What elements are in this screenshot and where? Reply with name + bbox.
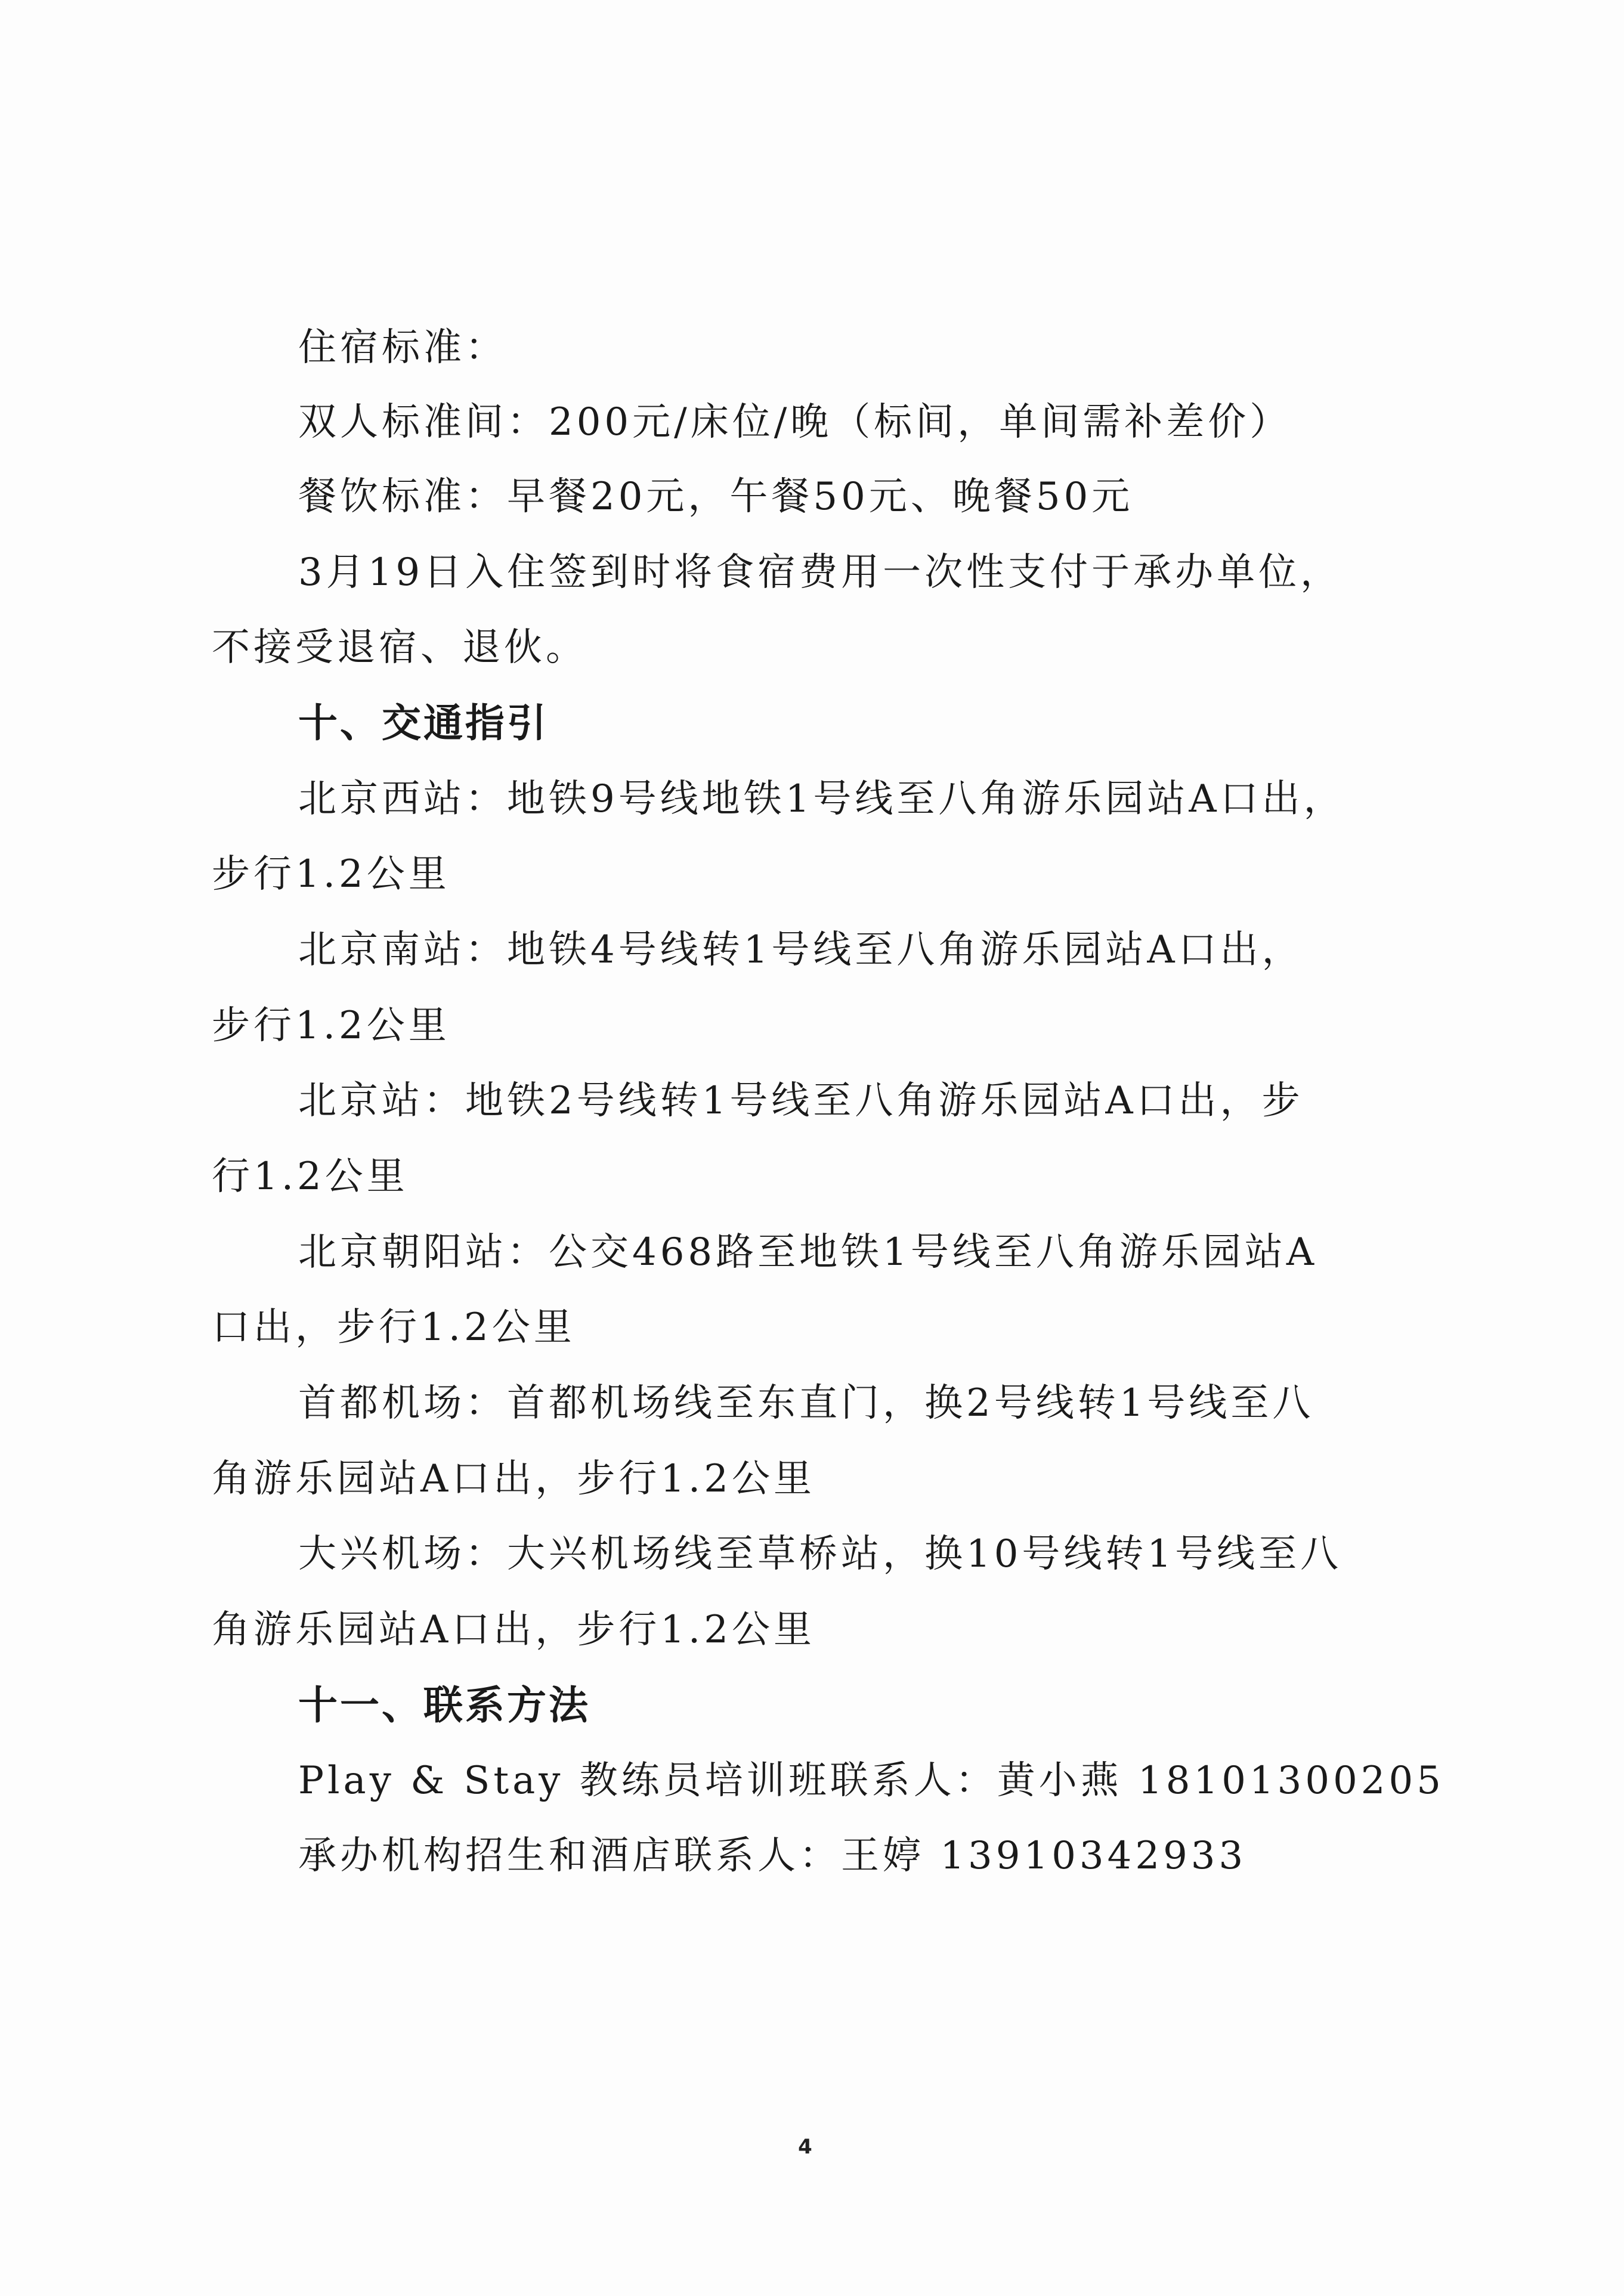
accommodation-payment-line2: 不接受退宿、退伙。 bbox=[212, 626, 587, 670]
transport-item-line1: 北京站：地铁2号线转1号线至八角游乐园站A口出，步 bbox=[298, 1079, 1304, 1123]
transport-item-line2: 步行1.2公里 bbox=[212, 1004, 450, 1048]
transport-item-line1: 首都机场：首都机场线至东直门，换2号线转1号线至八 bbox=[298, 1381, 1314, 1425]
transport-item-line2: 角游乐园站A口出，步行1.2公里 bbox=[212, 1608, 815, 1652]
contact-line2: 承办机构招生和酒店联系人：王婷 13910342933 bbox=[298, 1834, 1247, 1878]
accommodation-meals: 餐饮标准：早餐20元，午餐50元、晚餐50元 bbox=[298, 475, 1134, 519]
transport-item-line2: 口出，步行1.2公里 bbox=[212, 1305, 576, 1350]
accommodation-payment-line1: 3月19日入住签到时将食宿费用一次性支付于承办单位， bbox=[298, 550, 1342, 595]
transport-item-line2: 步行1.2公里 bbox=[212, 852, 450, 896]
transport-item-line1: 北京南站：地铁4号线转1号线至八角游乐园站A口出， bbox=[298, 928, 1304, 972]
transport-item-line1: 北京西站：地铁9号线地铁1号线至八角游乐园站A口出， bbox=[298, 777, 1345, 821]
transport-item-line1: 大兴机场：大兴机场线至草桥站，换10号线转1号线至八 bbox=[298, 1532, 1342, 1576]
transport-item-line2: 角游乐园站A口出，步行1.2公里 bbox=[212, 1457, 815, 1501]
transport-item-line2: 行1.2公里 bbox=[212, 1155, 409, 1199]
transport-item-line1: 北京朝阳站：公交468路至地铁1号线至八角游乐园站A bbox=[298, 1230, 1318, 1274]
page-number: 4 bbox=[798, 2135, 812, 2159]
transport-heading: 十、交通指引 bbox=[298, 700, 549, 746]
accommodation-title: 住宿标准： bbox=[298, 326, 507, 370]
accommodation-double-room: 双人标准间：200元/床位/晚（标间，单间需补差价） bbox=[298, 400, 1292, 444]
contact-heading: 十一、联系方法 bbox=[298, 1682, 590, 1728]
contact-line1: Play & Stay 教练员培训班联系人：黄小燕 18101300205 bbox=[298, 1759, 1444, 1803]
